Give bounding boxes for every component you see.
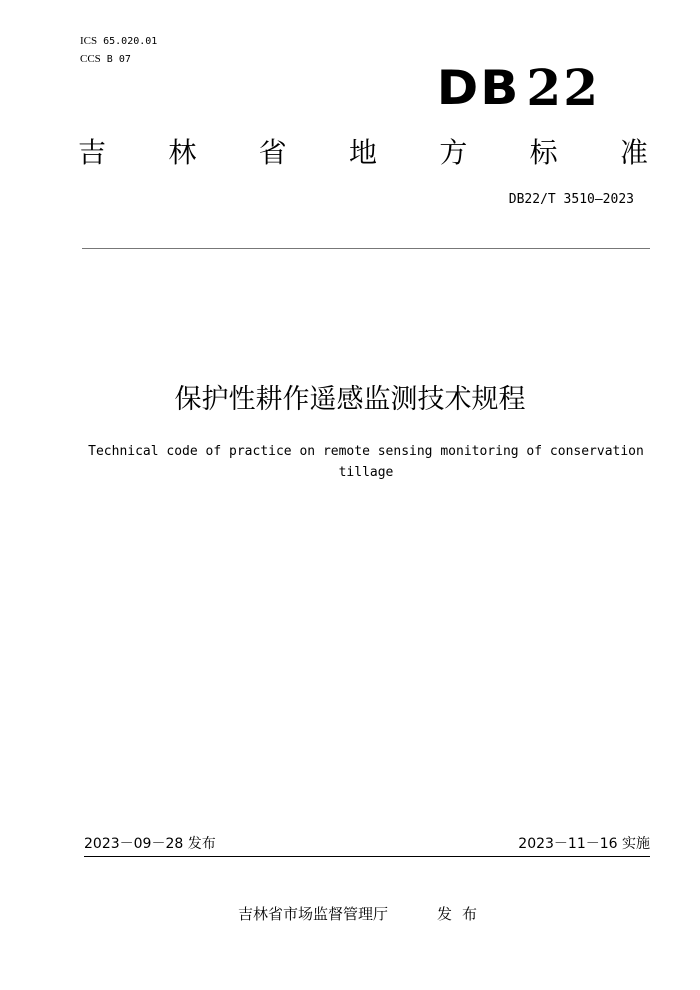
standard-type-char: 方 (439, 136, 468, 169)
standard-type-char: 省 (258, 136, 287, 169)
standard-type-char: 标 (529, 136, 558, 169)
issue-label: 发布 (437, 905, 488, 923)
ics-label: ICS (80, 35, 98, 47)
db-standard-mark (437, 58, 600, 118)
ccs-label: CCS (80, 53, 101, 65)
ccs-code: B 07 (106, 54, 131, 65)
publish-date: 2023－09－28 发布 (84, 836, 216, 852)
document-title-en: Technical code of practice on remote sensing monitoring of conservation tillage (88, 444, 644, 480)
bottom-divider (84, 856, 650, 857)
db-mark-letters: DB (436, 60, 521, 116)
ics-classification (80, 34, 157, 49)
issuing-authority: 吉林省市场监督管理厅 (238, 905, 389, 923)
standard-type-char: 地 (348, 136, 377, 169)
top-divider (82, 248, 650, 249)
standard-type-title (78, 135, 648, 171)
ccs-classification (80, 52, 131, 67)
implement-date: 2023－11－16 实施 (518, 836, 650, 852)
db-mark-number: 22 (526, 58, 600, 117)
document-title-zh: 保护性耕作遥感监测技术规程 (174, 384, 526, 415)
standard-type-char: 林 (168, 136, 197, 169)
standard-number: DB22/T 3510—2023 (508, 192, 634, 207)
standard-type-char: 吉 (78, 136, 107, 169)
ics-code: 65.020.01 (103, 36, 158, 47)
standard-type-char: 准 (619, 136, 648, 169)
